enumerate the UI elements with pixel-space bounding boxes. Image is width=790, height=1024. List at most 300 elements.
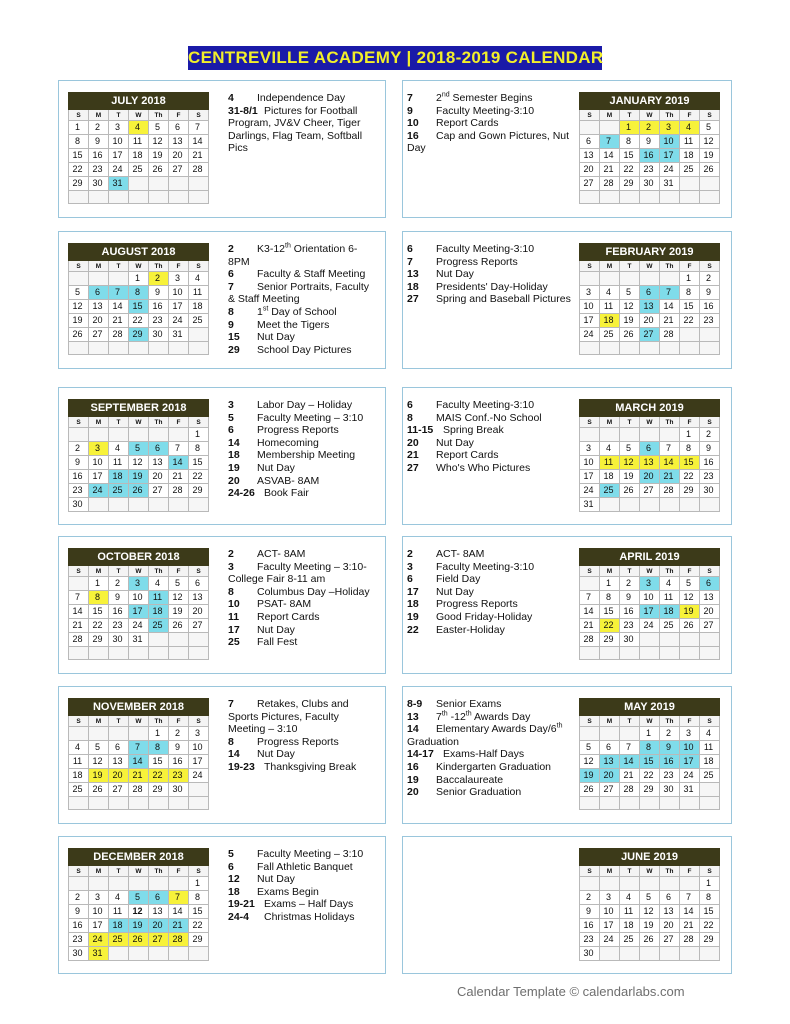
day-cell: 30	[169, 783, 189, 797]
event-item	[407, 117, 573, 130]
day-cell: 26	[169, 619, 189, 633]
day-cell: 7	[660, 286, 680, 300]
day-cell: 21	[129, 769, 149, 783]
day-cell: 20	[169, 149, 189, 163]
week-row	[580, 272, 720, 286]
day-cell: 17	[169, 300, 189, 314]
day-cell	[189, 342, 209, 355]
day-cell: 25	[680, 163, 700, 177]
day-cell	[700, 342, 720, 355]
weekday-label: M	[600, 261, 620, 272]
day-cell	[660, 797, 680, 810]
day-cell: 27	[169, 163, 189, 177]
day-cell: 25	[660, 619, 680, 633]
week-row	[580, 442, 720, 456]
event-item	[228, 412, 378, 425]
day-cell: 2	[89, 121, 109, 135]
weekday-label: M	[600, 110, 620, 121]
day-cell: 18	[620, 919, 640, 933]
day-cell: 11	[149, 591, 169, 605]
weekday-label: Th	[660, 716, 680, 727]
event-date: 8	[228, 735, 234, 748]
day-cell	[700, 177, 720, 191]
day-cell: 14	[189, 135, 209, 149]
day-cell: 31	[680, 783, 700, 797]
weekday-row	[69, 261, 209, 272]
event-text: Homecoming	[257, 436, 319, 449]
month-header-row	[69, 699, 209, 716]
weekday-row	[580, 261, 720, 272]
day-cell: 25	[189, 314, 209, 328]
day-cell: 5	[169, 577, 189, 591]
day-cell: 10	[89, 905, 109, 919]
day-cell: 3	[580, 286, 600, 300]
week-row	[580, 919, 720, 933]
event-item	[228, 698, 378, 736]
event-text: K3-12th Orientation 6-8PM	[228, 242, 358, 268]
month-title: OCTOBER 2018	[69, 549, 209, 566]
day-cell: 17	[680, 755, 700, 769]
weekday-label: S	[580, 716, 600, 727]
day-cell: 27	[580, 177, 600, 191]
day-cell: 13	[149, 905, 169, 919]
event-date: 18	[407, 280, 419, 293]
day-cell	[700, 633, 720, 647]
day-cell: 7	[169, 442, 189, 456]
day-cell	[169, 342, 189, 355]
day-cell	[620, 877, 640, 891]
event-item	[228, 319, 378, 332]
day-cell: 10	[640, 591, 660, 605]
day-cell: 3	[660, 121, 680, 135]
event-date: 5	[228, 411, 234, 424]
weekday-label: T	[620, 417, 640, 428]
day-cell: 13	[700, 591, 720, 605]
weekday-label: F	[169, 261, 189, 272]
event-item	[228, 848, 378, 861]
day-cell: 25	[600, 484, 620, 498]
day-cell: 12	[700, 135, 720, 149]
day-cell: 8	[640, 741, 660, 755]
day-cell: 16	[89, 149, 109, 163]
event-text: Exams Begin	[257, 885, 319, 898]
month-title: SEPTEMBER 2018	[69, 400, 209, 417]
week-row	[69, 135, 209, 149]
day-cell: 18	[109, 919, 129, 933]
week-row	[69, 647, 209, 660]
day-cell: 23	[660, 769, 680, 783]
week-row	[69, 919, 209, 933]
event-date: 6	[407, 573, 413, 586]
event-text: Faculty Meeting – 3:10	[257, 848, 364, 860]
event-item	[228, 462, 378, 475]
event-text: Membership Meeting	[257, 449, 356, 462]
day-cell: 7	[580, 591, 600, 605]
weekday-label: F	[680, 261, 700, 272]
week-row	[580, 191, 720, 204]
day-cell: 24	[600, 933, 620, 947]
day-cell	[89, 877, 109, 891]
day-cell: 24	[109, 163, 129, 177]
day-cell	[640, 191, 660, 204]
day-cell: 12	[149, 135, 169, 149]
week-row	[580, 314, 720, 328]
event-list	[407, 399, 573, 475]
day-cell: 28	[69, 633, 89, 647]
day-cell	[580, 577, 600, 591]
event-date: 11-15	[407, 424, 434, 437]
day-cell: 26	[640, 933, 660, 947]
day-cell: 17	[89, 470, 109, 484]
event-text: Exams – Half Days	[264, 898, 354, 911]
day-cell: 7	[69, 591, 89, 605]
event-item	[407, 774, 573, 787]
event-text: 2nd Semester Begins	[436, 91, 533, 104]
day-cell: 29	[129, 328, 149, 342]
event-date: 2	[228, 243, 234, 255]
day-cell: 16	[69, 919, 89, 933]
day-cell: 4	[149, 577, 169, 591]
day-cell: 28	[660, 328, 680, 342]
day-cell	[109, 727, 129, 741]
event-date: 14	[407, 723, 419, 736]
day-cell: 20	[600, 769, 620, 783]
day-cell: 10	[660, 135, 680, 149]
event-text: Christmas Holidays	[264, 910, 355, 923]
event-date: 2	[228, 548, 234, 560]
event-date: 7	[228, 698, 234, 710]
event-text: ACT- 8AM	[436, 548, 485, 560]
weekday-label: S	[69, 566, 89, 577]
weekday-label: S	[580, 261, 600, 272]
week-row	[69, 286, 209, 300]
day-cell: 29	[620, 177, 640, 191]
event-list	[228, 399, 378, 500]
weekday-label: T	[109, 716, 129, 727]
day-cell	[680, 797, 700, 810]
day-cell: 16	[149, 300, 169, 314]
page-title: CENTREVILLE ACADEMY | 2018-2019 CALENDAR	[188, 46, 602, 70]
event-item	[407, 437, 573, 450]
day-cell: 19	[580, 769, 600, 783]
day-cell: 22	[149, 769, 169, 783]
day-cell: 30	[149, 328, 169, 342]
day-cell: 18	[660, 605, 680, 619]
event-item	[228, 748, 378, 761]
day-cell: 24	[680, 769, 700, 783]
day-cell: 2	[620, 577, 640, 591]
weekday-row	[580, 417, 720, 428]
week-row	[69, 727, 209, 741]
event-date: 27	[407, 293, 419, 306]
day-cell: 17	[580, 314, 600, 328]
month-calendar	[579, 92, 720, 204]
week-row	[69, 797, 209, 810]
day-cell: 2	[580, 891, 600, 905]
day-cell: 22	[680, 470, 700, 484]
week-row	[69, 741, 209, 755]
day-cell: 20	[89, 314, 109, 328]
event-date: 6	[407, 399, 413, 411]
day-cell	[169, 428, 189, 442]
day-cell: 19	[149, 149, 169, 163]
day-cell: 9	[660, 741, 680, 755]
day-cell: 14	[580, 605, 600, 619]
event-item	[228, 487, 378, 500]
day-cell: 30	[700, 484, 720, 498]
day-cell: 27	[109, 783, 129, 797]
day-cell: 31	[580, 498, 600, 512]
weekday-label: T	[109, 110, 129, 121]
event-list	[228, 243, 378, 356]
day-cell: 2	[69, 442, 89, 456]
event-list	[228, 698, 378, 774]
event-text: Faculty Meeting-3:10	[436, 243, 535, 255]
day-cell	[189, 191, 209, 204]
month-calendar	[579, 698, 720, 810]
month-title: AUGUST 2018	[69, 244, 209, 261]
event-item	[407, 256, 573, 269]
event-item	[407, 624, 573, 637]
weekday-label: F	[169, 110, 189, 121]
event-item	[407, 748, 573, 761]
week-row	[580, 741, 720, 755]
day-cell: 12	[69, 300, 89, 314]
day-cell	[129, 647, 149, 660]
event-text: Retakes, Clubs and Sports Pictures, Faculty Meeting – 3:10	[228, 698, 349, 736]
day-cell: 3	[109, 121, 129, 135]
day-cell	[600, 797, 620, 810]
event-date: 24-4	[228, 910, 250, 923]
event-text: Book Fair	[264, 487, 309, 500]
week-row	[580, 149, 720, 163]
day-cell	[89, 797, 109, 810]
day-cell	[149, 428, 169, 442]
event-text: PSAT- 8AM	[257, 598, 312, 611]
event-text: Pictures for Football Program, JV&V Cheer, Tiger Darlings, Flag Team, Softball Pics	[228, 104, 363, 155]
weekday-label: F	[680, 110, 700, 121]
day-cell: 21	[169, 919, 189, 933]
day-cell	[680, 342, 700, 355]
day-cell: 6	[640, 286, 660, 300]
day-cell: 23	[69, 933, 89, 947]
day-cell: 4	[700, 727, 720, 741]
day-cell: 14	[69, 605, 89, 619]
day-cell: 25	[620, 933, 640, 947]
day-cell: 4	[109, 442, 129, 456]
event-item	[228, 886, 378, 899]
weekday-label: S	[700, 110, 720, 121]
weekday-label: S	[189, 417, 209, 428]
day-cell	[600, 272, 620, 286]
day-cell: 29	[69, 177, 89, 191]
day-cell	[69, 797, 89, 810]
day-cell	[640, 498, 660, 512]
month-calendar	[579, 243, 720, 355]
day-cell	[129, 177, 149, 191]
day-cell	[660, 191, 680, 204]
day-cell: 21	[660, 314, 680, 328]
day-cell: 29	[189, 933, 209, 947]
day-cell: 21	[169, 470, 189, 484]
day-cell: 24	[89, 933, 109, 947]
day-cell: 1	[680, 272, 700, 286]
day-cell: 27	[640, 484, 660, 498]
event-text: Nut Day	[257, 331, 295, 344]
event-text: Cap and Gown Pictures, Nut Day	[407, 129, 570, 155]
day-cell: 13	[580, 149, 600, 163]
weekday-label: W	[640, 110, 660, 121]
day-cell: 5	[69, 286, 89, 300]
event-item	[228, 306, 378, 319]
day-cell	[640, 647, 660, 660]
event-item	[228, 611, 378, 624]
event-date: 20	[407, 436, 419, 449]
event-item	[228, 449, 378, 462]
month-header-row	[580, 849, 720, 866]
day-cell: 30	[620, 633, 640, 647]
day-cell: 1	[620, 121, 640, 135]
week-row	[69, 177, 209, 191]
week-row	[580, 577, 720, 591]
event-item	[407, 92, 573, 105]
day-cell: 16	[109, 605, 129, 619]
day-cell: 24	[660, 163, 680, 177]
event-date: 14-17	[407, 748, 434, 761]
event-item	[228, 911, 378, 924]
event-text: School Day Pictures	[257, 343, 352, 356]
day-cell: 8	[129, 286, 149, 300]
day-cell	[129, 877, 149, 891]
day-cell: 22	[640, 769, 660, 783]
event-item	[407, 711, 573, 724]
weekday-label: S	[189, 716, 209, 727]
day-cell: 13	[660, 905, 680, 919]
day-cell	[680, 498, 700, 512]
day-cell: 25	[129, 163, 149, 177]
day-cell: 31	[129, 633, 149, 647]
day-cell: 5	[620, 286, 640, 300]
day-cell: 26	[129, 484, 149, 498]
event-item	[407, 293, 573, 306]
week-row	[69, 498, 209, 512]
day-cell: 17	[189, 755, 209, 769]
day-cell: 11	[69, 755, 89, 769]
event-text: Faculty Meeting-3:10	[436, 399, 535, 411]
day-cell: 26	[620, 484, 640, 498]
event-date: 3	[228, 560, 234, 573]
day-cell: 13	[640, 300, 660, 314]
day-cell: 16	[169, 755, 189, 769]
day-cell: 12	[680, 591, 700, 605]
day-cell: 20	[640, 314, 660, 328]
event-date: 7	[228, 280, 234, 293]
weekday-label: S	[189, 110, 209, 121]
day-cell: 27	[189, 619, 209, 633]
week-row	[580, 797, 720, 810]
event-text: Spring Break	[443, 424, 504, 437]
day-cell	[109, 877, 129, 891]
day-cell	[580, 727, 600, 741]
day-cell: 19	[89, 769, 109, 783]
day-cell: 23	[109, 619, 129, 633]
day-cell	[89, 342, 109, 355]
day-cell	[109, 272, 129, 286]
day-cell: 22	[69, 163, 89, 177]
event-list	[407, 243, 573, 306]
month-title: FEBRUARY 2019	[580, 244, 720, 261]
day-cell: 23	[580, 933, 600, 947]
day-cell: 12	[640, 905, 660, 919]
month-title: JUNE 2019	[580, 849, 720, 866]
event-date: 8	[228, 305, 234, 318]
event-item	[228, 624, 378, 637]
day-cell: 16	[660, 755, 680, 769]
weekday-label: W	[640, 261, 660, 272]
weekday-label: W	[129, 417, 149, 428]
event-text: Baccalaureate	[436, 773, 504, 786]
day-cell: 9	[620, 591, 640, 605]
day-cell: 18	[600, 314, 620, 328]
event-item	[407, 281, 573, 294]
event-item	[228, 586, 378, 599]
day-cell	[169, 947, 189, 961]
day-cell: 23	[169, 769, 189, 783]
event-item	[407, 561, 573, 574]
event-date: 19	[407, 773, 419, 786]
week-row	[69, 633, 209, 647]
week-row	[580, 947, 720, 961]
weekday-label: S	[700, 261, 720, 272]
day-cell: 10	[580, 300, 600, 314]
day-cell: 13	[640, 456, 660, 470]
day-cell	[149, 342, 169, 355]
day-cell: 25	[700, 769, 720, 783]
month-title: MAY 2019	[580, 699, 720, 716]
weekday-label: S	[189, 566, 209, 577]
event-text: Senior Exams	[436, 698, 502, 710]
day-cell: 5	[640, 891, 660, 905]
weekday-label: M	[89, 866, 109, 877]
day-cell: 15	[600, 605, 620, 619]
weekday-label: Th	[149, 261, 169, 272]
day-cell: 2	[69, 891, 89, 905]
event-date: 3	[228, 399, 234, 411]
event-text: Faculty Meeting – 3:10- College Fair 8-11 am	[228, 560, 367, 586]
day-cell: 20	[149, 470, 169, 484]
day-cell: 7	[189, 121, 209, 135]
day-cell: 17	[129, 605, 149, 619]
week-row	[580, 877, 720, 891]
day-cell: 14	[660, 300, 680, 314]
event-text: Report Cards	[257, 610, 320, 623]
day-cell	[580, 428, 600, 442]
day-cell: 1	[69, 121, 89, 135]
day-cell: 4	[129, 121, 149, 135]
day-cell	[660, 947, 680, 961]
weekday-label: S	[189, 261, 209, 272]
weekday-label: Th	[149, 417, 169, 428]
event-item	[407, 399, 573, 412]
day-cell: 1	[89, 577, 109, 591]
week-row	[69, 947, 209, 961]
day-cell: 20	[640, 470, 660, 484]
event-text: Faculty Meeting – 3:10	[257, 411, 364, 424]
day-cell: 19	[680, 605, 700, 619]
day-cell	[580, 342, 600, 355]
weekday-label: W	[129, 261, 149, 272]
day-cell: 7	[680, 891, 700, 905]
